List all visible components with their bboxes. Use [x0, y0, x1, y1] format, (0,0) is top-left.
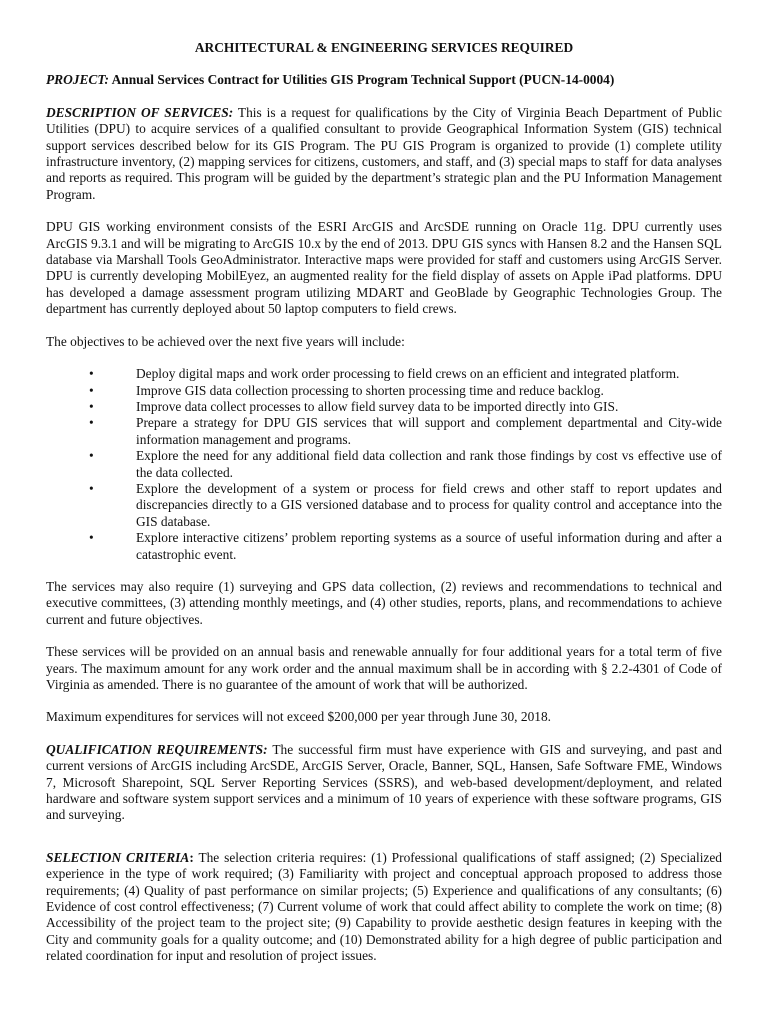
- qualification-label: QUALIFICATION REQUIREMENTS:: [46, 741, 268, 757]
- list-item: [46, 481, 722, 530]
- description-label: DESCRIPTION OF SERVICES:: [46, 104, 234, 120]
- selection-label-text: SELECTION CRITERIA: [46, 849, 190, 865]
- bullet-icon: •: [89, 415, 94, 431]
- objective-text: Prepare a strategy for DPU GIS services that will support and complement departmental and City-wide information management and programs.: [136, 415, 722, 447]
- objective-text: Explore the development of a system or process for field crews and other staff to report updates and discrepancies directly to a GIS versioned database and to process for quality control and acceptance into the GIS database.: [136, 480, 722, 529]
- bullet-icon: •: [89, 530, 94, 546]
- project-title: Annual Services Contract for Utilities GIS Program Technical Support (PUCN-14-0004): [111, 72, 615, 88]
- bullet-icon: •: [89, 480, 94, 496]
- list-item: [46, 399, 722, 415]
- objective-text: Improve GIS data collection processing to shorten processing time and reduce backlog.: [136, 382, 604, 398]
- selection-paragraph: [46, 850, 722, 965]
- environment-paragraph: DPU GIS working environment consists of the ESRI ArcGIS and ArcSDE running on Oracle 11g. DPU currently uses ArcGIS 9.3.1 and will be migrating to ArcGIS 10.x by the end of 2013. DPU GIS syncs with Hansen 8.2 and the Hansen SQL database via Marshall Tools GeoAdministrator. Interactive maps were provided for staff and customers using ArcGIS Server. DPU is currently developing MobilEyez, an augmented reality for the field display of assets on Apple iPad platforms. DPU has developed a damage assessment program utilizing MDART and GeoBlade by Geographic Technologies Group. The department has currently deployed about 50 laptop computers to field crews.: [46, 219, 722, 317]
- bullet-icon: •: [89, 382, 94, 398]
- expenditures-paragraph: Maximum expenditures for services will not exceed $200,000 per year through June 30, 2018.: [46, 709, 551, 725]
- bullet-icon: •: [89, 448, 94, 464]
- list-item: [46, 366, 722, 382]
- list-item: [46, 415, 722, 448]
- description-paragraph: [46, 105, 722, 203]
- project-label: PROJECT:: [46, 72, 109, 88]
- project-line: [46, 72, 722, 88]
- bullet-icon: •: [89, 398, 94, 414]
- services-paragraph: The services may also require (1) surveying and GPS data collection, (2) reviews and recommendations to technical and executive committees, (3) attending monthly meetings, and (4) other studies, reports, plans, and recommendations to achieve current and future objectives.: [46, 578, 722, 627]
- selection-label: [46, 850, 194, 865]
- selection-text: The selection criteria requires: (1) Professional qualifications of staff assigned; (2) Specialized experience in the type of work required; (3) Familiarity with project and conceptual approach proposed to address those requirements; (4) Quality of past performance on similar projects; (5) Experience and qualifications of any consultants; (6) Evidence of cost control effectiveness; (7) Current volume of work that could affect ability to complete the work on time; (8) Accessibility of the project team to the project site; (9) Capability to provide aesthetic design features in keeping with the City and community goals for a quality outcome; and (10) Demonstrated ability for a high degree of public participation and related coordination for input and resolution of project issues.: [46, 849, 723, 964]
- objective-text: Deploy digital maps and work order processing to field crews on an efficient and integrated platform.: [136, 366, 680, 382]
- objective-text: Improve data collect processes to allow field survey data to be imported directly into GIS.: [136, 398, 619, 414]
- objective-text: Explore the need for any additional field data collection and rank those findings by cost vs effective use of the data collected.: [136, 448, 722, 480]
- selection-label-colon: :: [189, 849, 194, 865]
- list-item: [46, 448, 722, 481]
- bullet-icon: •: [89, 366, 94, 382]
- document-heading: ARCHITECTURAL & ENGINEERING SERVICES REQUIRED: [194, 40, 574, 55]
- qualification-text: The successful firm must have experience with GIS and surveying, and past and current versions of ArcGIS including ArcSDE, ArcGIS Server, Oracle, Banner, SQL, Hansen, Safe Software FME, Windows 7, Microsoft Sharepoint, SQL Server Reporting Services (SSRS), and web-based development/deployment, and related hardware and software system support services and a minimum of 10 years of experience with these software programs, GIS and surveying.: [46, 741, 722, 823]
- objective-text: Explore interactive citizens’ problem reporting systems as a source of useful information during and after a catastrophic event.: [136, 530, 722, 562]
- objectives-intro: The objectives to be achieved over the next five years will include:: [46, 333, 405, 349]
- qualification-paragraph: [46, 742, 722, 824]
- list-item: [46, 383, 722, 399]
- objectives-list: [46, 366, 722, 563]
- list-item: [46, 530, 722, 563]
- description-text: This is a request for qualifications by the City of Virginia Beach Department of Public Utilities (DPU) to acquire services of a qualified consultant to provide Geographical Information System (GIS) technical support services described below for its GIS Program. The PU GIS Program is organized to provide (1) complete utility infrastructure inventory, (2) mapping services for citizens, customers, and staff, and (3) special maps to staff for data analyses and reports as required. This program will be guided by the department’s strategic plan and the PU Information Management Program.: [46, 104, 722, 202]
- annual-paragraph: These services will be provided on an annual basis and renewable annually for four additional years for a total term of five years. The maximum amount for any work order and the annual maximum shall be in according with § 2.2-4301 of Code of Virginia as amended. There is no guarantee of the amount of work that will be authorized.: [46, 644, 722, 692]
